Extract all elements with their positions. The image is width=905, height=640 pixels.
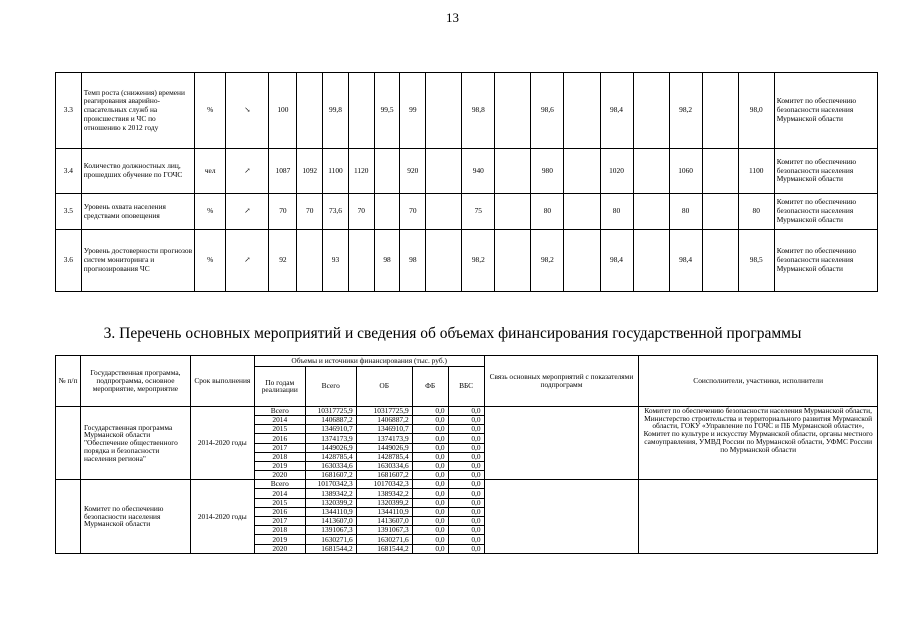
indicator-code: 3.4: [56, 149, 82, 194]
indicator-value: [564, 149, 600, 194]
program-link: [484, 406, 639, 480]
header-funding: Объемы и источники финансирования (тыс. руб.): [254, 356, 484, 367]
indicator-value: 1120: [348, 149, 374, 194]
funding-year: 2016: [254, 434, 305, 443]
funding-year: 2019: [254, 461, 305, 470]
indicator-value: 70: [297, 194, 323, 230]
indicator-value: 98,2: [669, 73, 702, 149]
indicator-unit: %: [195, 230, 226, 292]
indicator-value: 98,0: [738, 73, 774, 149]
program-executors: Комитет по обеспечению безопасности населения Мурманской области, Министерство строительства и территориального развития Мурманской области, ГОКУ «Управление по ГОЧС и ПБ Мурманской области», Комитет по культуре и искусству Мурманской области, органы местного самоуправления, УМВД России по Мурманской области, УФМС России по Мурманской области: [639, 406, 878, 480]
indicator-value: 100: [269, 73, 297, 149]
funding-ob: 10170342,3: [356, 480, 412, 489]
funding-vbs: 0,0: [448, 434, 484, 443]
funding-year: 2015: [254, 425, 305, 434]
program-num: [56, 480, 81, 554]
indicator-value: [348, 73, 374, 149]
indicator-row: [56, 194, 878, 230]
funding-total: 1406887,2: [305, 415, 356, 424]
indicator-value: 80: [531, 194, 564, 230]
indicator-value: [633, 73, 669, 149]
funding-fb: 0,0: [412, 452, 448, 461]
funding-fb: 0,0: [412, 489, 448, 498]
indicator-name: Уровень охвата населения средствами оповещения: [81, 194, 194, 230]
indicator-value: 92: [269, 230, 297, 292]
funding-vbs: 0,0: [448, 535, 484, 544]
program-link: [484, 480, 639, 554]
header-total: Всего: [305, 366, 356, 406]
program-executors: [639, 480, 878, 554]
funding-ob: 1449026,9: [356, 443, 412, 452]
funding-table: [55, 355, 878, 554]
funding-ob: 1681544,2: [356, 544, 412, 553]
funding-year: 2016: [254, 507, 305, 516]
funding-vbs: 0,0: [448, 480, 484, 489]
funding-total: 1391067,3: [305, 526, 356, 535]
indicator-value: 920: [400, 149, 426, 194]
indicator-value: [426, 194, 462, 230]
funding-year: Всего: [254, 406, 305, 415]
funding-ob: 1406887,2: [356, 415, 412, 424]
indicator-value: [495, 230, 531, 292]
indicator-value: [564, 194, 600, 230]
funding-vbs: 0,0: [448, 443, 484, 452]
funding-vbs: 0,0: [448, 461, 484, 470]
indicator-value: 1087: [269, 149, 297, 194]
indicator-unit: чел: [195, 149, 226, 194]
indicator-value: [702, 194, 738, 230]
indicator-value: 940: [462, 149, 495, 194]
funding-total: 1681544,2: [305, 544, 356, 553]
funding-row: [56, 480, 878, 489]
indicator-code: 3.6: [56, 230, 82, 292]
indicator-value: 1100: [738, 149, 774, 194]
funding-total: 1320399,2: [305, 498, 356, 507]
funding-vbs: 0,0: [448, 452, 484, 461]
header-ob: ОБ: [356, 366, 412, 406]
indicator-value: 80: [600, 194, 633, 230]
funding-vbs: 0,0: [448, 471, 484, 480]
funding-year: 2018: [254, 452, 305, 461]
funding-year: 2014: [254, 415, 305, 424]
indicator-value: 98: [400, 230, 426, 292]
indicator-name: Количество должностных лиц, прошедших обучение по ГОЧС: [81, 149, 194, 194]
funding-fb: 0,0: [412, 406, 448, 415]
indicator-value: [702, 230, 738, 292]
indicator-value: 93: [323, 230, 349, 292]
funding-vbs: 0,0: [448, 507, 484, 516]
indicator-value: 98: [374, 230, 400, 292]
indicator-value: 98,4: [600, 73, 633, 149]
funding-fb: 0,0: [412, 415, 448, 424]
funding-total: 10317725,9: [305, 406, 356, 415]
indicator-name: Темп роста (снижения) времени реагирования аварийно-спасательных служб на происшествия и ЧС по отношению к 2012 году: [81, 73, 194, 149]
funding-fb: 0,0: [412, 425, 448, 434]
funding-ob: 1391067,3: [356, 526, 412, 535]
funding-year: Всего: [254, 480, 305, 489]
indicator-value: [426, 73, 462, 149]
indicator-value: [702, 73, 738, 149]
indicator-value: 98,4: [600, 230, 633, 292]
funding-fb: 0,0: [412, 480, 448, 489]
indicator-value: 99,5: [374, 73, 400, 149]
funding-vbs: 0,0: [448, 425, 484, 434]
indicator-value: [495, 194, 531, 230]
indicators-table: [55, 72, 878, 292]
header-years: По годам реализации: [254, 366, 305, 406]
indicator-value: 75: [462, 194, 495, 230]
funding-ob: 1681607,2: [356, 471, 412, 480]
funding-total: 1449026,9: [305, 443, 356, 452]
funding-fb: 0,0: [412, 498, 448, 507]
funding-year: 2014: [254, 489, 305, 498]
funding-vbs: 0,0: [448, 489, 484, 498]
indicator-value: [564, 230, 600, 292]
funding-fb: 0,0: [412, 507, 448, 516]
funding-vbs: 0,0: [448, 415, 484, 424]
program-term: 2014-2020 годы: [190, 406, 254, 480]
indicator-value: 98,2: [531, 230, 564, 292]
funding-vbs: 0,0: [448, 544, 484, 553]
indicator-value: 80: [738, 194, 774, 230]
indicator-value: 1020: [600, 149, 633, 194]
indicator-code: 3.3: [56, 73, 82, 149]
program-name: Комитет по обеспечению безопасности населения Мурманской области: [80, 480, 190, 554]
indicator-unit: %: [195, 73, 226, 149]
funding-total: 1344110,9: [305, 507, 356, 516]
funding-vbs: 0,0: [448, 517, 484, 526]
funding-year: 2017: [254, 443, 305, 452]
indicator-org: Комитет по обеспечению безопасности населения Мурманской области: [774, 194, 877, 230]
indicator-value: [633, 194, 669, 230]
funding-vbs: 0,0: [448, 526, 484, 535]
indicator-value: [495, 73, 531, 149]
indicator-value: 99,8: [323, 73, 349, 149]
indicator-value: 80: [669, 194, 702, 230]
indicator-value: 70: [348, 194, 374, 230]
indicator-value: 98,2: [462, 230, 495, 292]
funding-total: 1374173,9: [305, 434, 356, 443]
header-program: Государственная программа, подпрограмма, основное мероприятие, мероприятие: [80, 356, 190, 407]
indicator-value: 70: [269, 194, 297, 230]
page-number: 13: [446, 10, 459, 25]
indicator-value: [633, 149, 669, 194]
funding-fb: 0,0: [412, 471, 448, 480]
funding-fb: 0,0: [412, 526, 448, 535]
funding-total: 1346910,7: [305, 425, 356, 434]
funding-row: [56, 406, 878, 415]
indicator-trend: ↘: [226, 73, 269, 149]
funding-ob: 1320399,2: [356, 498, 412, 507]
indicator-value: [374, 149, 400, 194]
funding-total: 1630271,6: [305, 535, 356, 544]
indicator-org: Комитет по обеспечению безопасности населения Мурманской области: [774, 230, 877, 292]
funding-year: 2015: [254, 498, 305, 507]
indicator-trend: ↗: [226, 149, 269, 194]
funding-total: 10170342,3: [305, 480, 356, 489]
indicator-value: 99: [400, 73, 426, 149]
indicator-code: 3.5: [56, 194, 82, 230]
funding-vbs: 0,0: [448, 406, 484, 415]
indicator-unit: %: [195, 194, 226, 230]
funding-year: 2020: [254, 471, 305, 480]
indicator-row: [56, 149, 878, 194]
header-vbs: ВБС: [448, 366, 484, 406]
indicator-row: [56, 230, 878, 292]
indicator-value: 98,8: [462, 73, 495, 149]
funding-total: 1428785,4: [305, 452, 356, 461]
funding-total: 1681607,2: [305, 471, 356, 480]
indicator-value: [702, 149, 738, 194]
indicator-value: [348, 230, 374, 292]
indicator-value: [495, 149, 531, 194]
indicator-value: 1060: [669, 149, 702, 194]
funding-year: 2017: [254, 517, 305, 526]
funding-total: 1630334,6: [305, 461, 356, 470]
header-executors: Соисполнители, участники, исполнители: [639, 356, 878, 407]
indicator-value: 1092: [297, 149, 323, 194]
funding-fb: 0,0: [412, 544, 448, 553]
program-num: [56, 406, 81, 480]
funding-ob: 1630334,6: [356, 461, 412, 470]
program-term: 2014-2020 годы: [190, 480, 254, 554]
funding-total: 1413607,0: [305, 517, 356, 526]
funding-ob: 1428785,4: [356, 452, 412, 461]
funding-fb: 0,0: [412, 461, 448, 470]
header-term: Срок выполнения: [190, 356, 254, 407]
funding-ob: 1374173,9: [356, 434, 412, 443]
funding-year: 2019: [254, 535, 305, 544]
funding-total: 1389342,2: [305, 489, 356, 498]
funding-fb: 0,0: [412, 443, 448, 452]
funding-ob: 1413607,0: [356, 517, 412, 526]
indicator-value: 98,5: [738, 230, 774, 292]
funding-year: 2018: [254, 526, 305, 535]
funding-ob: 10317725,9: [356, 406, 412, 415]
section-title: 3. Перечень основных мероприятий и сведения об объемах финансирования государственной программы: [103, 325, 802, 342]
indicator-org: Комитет по обеспечению безопасности населения Мурманской области: [774, 73, 877, 149]
program-name: Государственная программа Мурманской области "Обеспечение общественного порядка и безопасности населения региона": [80, 406, 190, 480]
indicator-value: 98,6: [531, 73, 564, 149]
header-num: № п/п: [56, 356, 81, 407]
indicator-value: [374, 194, 400, 230]
indicator-value: 98,4: [669, 230, 702, 292]
indicator-value: 70: [400, 194, 426, 230]
indicator-value: [297, 73, 323, 149]
indicator-name: Уровень достоверности прогнозов систем мониторинга и прогнозирования ЧС: [81, 230, 194, 292]
indicator-trend: ↗: [226, 194, 269, 230]
funding-ob: 1389342,2: [356, 489, 412, 498]
funding-ob: 1344110,9: [356, 507, 412, 516]
indicator-value: [426, 149, 462, 194]
funding-fb: 0,0: [412, 535, 448, 544]
indicator-value: [633, 230, 669, 292]
indicator-trend: ↗: [226, 230, 269, 292]
funding-ob: 1346910,7: [356, 425, 412, 434]
funding-vbs: 0,0: [448, 498, 484, 507]
indicator-value: 1100: [323, 149, 349, 194]
funding-fb: 0,0: [412, 517, 448, 526]
funding-ob: 1630271,6: [356, 535, 412, 544]
indicator-value: [564, 73, 600, 149]
header-fb: ФБ: [412, 366, 448, 406]
indicator-value: [297, 230, 323, 292]
funding-year: 2020: [254, 544, 305, 553]
header-link: Связь основных мероприятий с показателями подпрограмм: [484, 356, 639, 407]
indicator-org: Комитет по обеспечению безопасности населения Мурманской области: [774, 149, 877, 194]
funding-fb: 0,0: [412, 434, 448, 443]
indicator-value: 980: [531, 149, 564, 194]
indicator-value: [426, 230, 462, 292]
indicator-row: [56, 73, 878, 149]
indicator-value: 73,6: [323, 194, 349, 230]
